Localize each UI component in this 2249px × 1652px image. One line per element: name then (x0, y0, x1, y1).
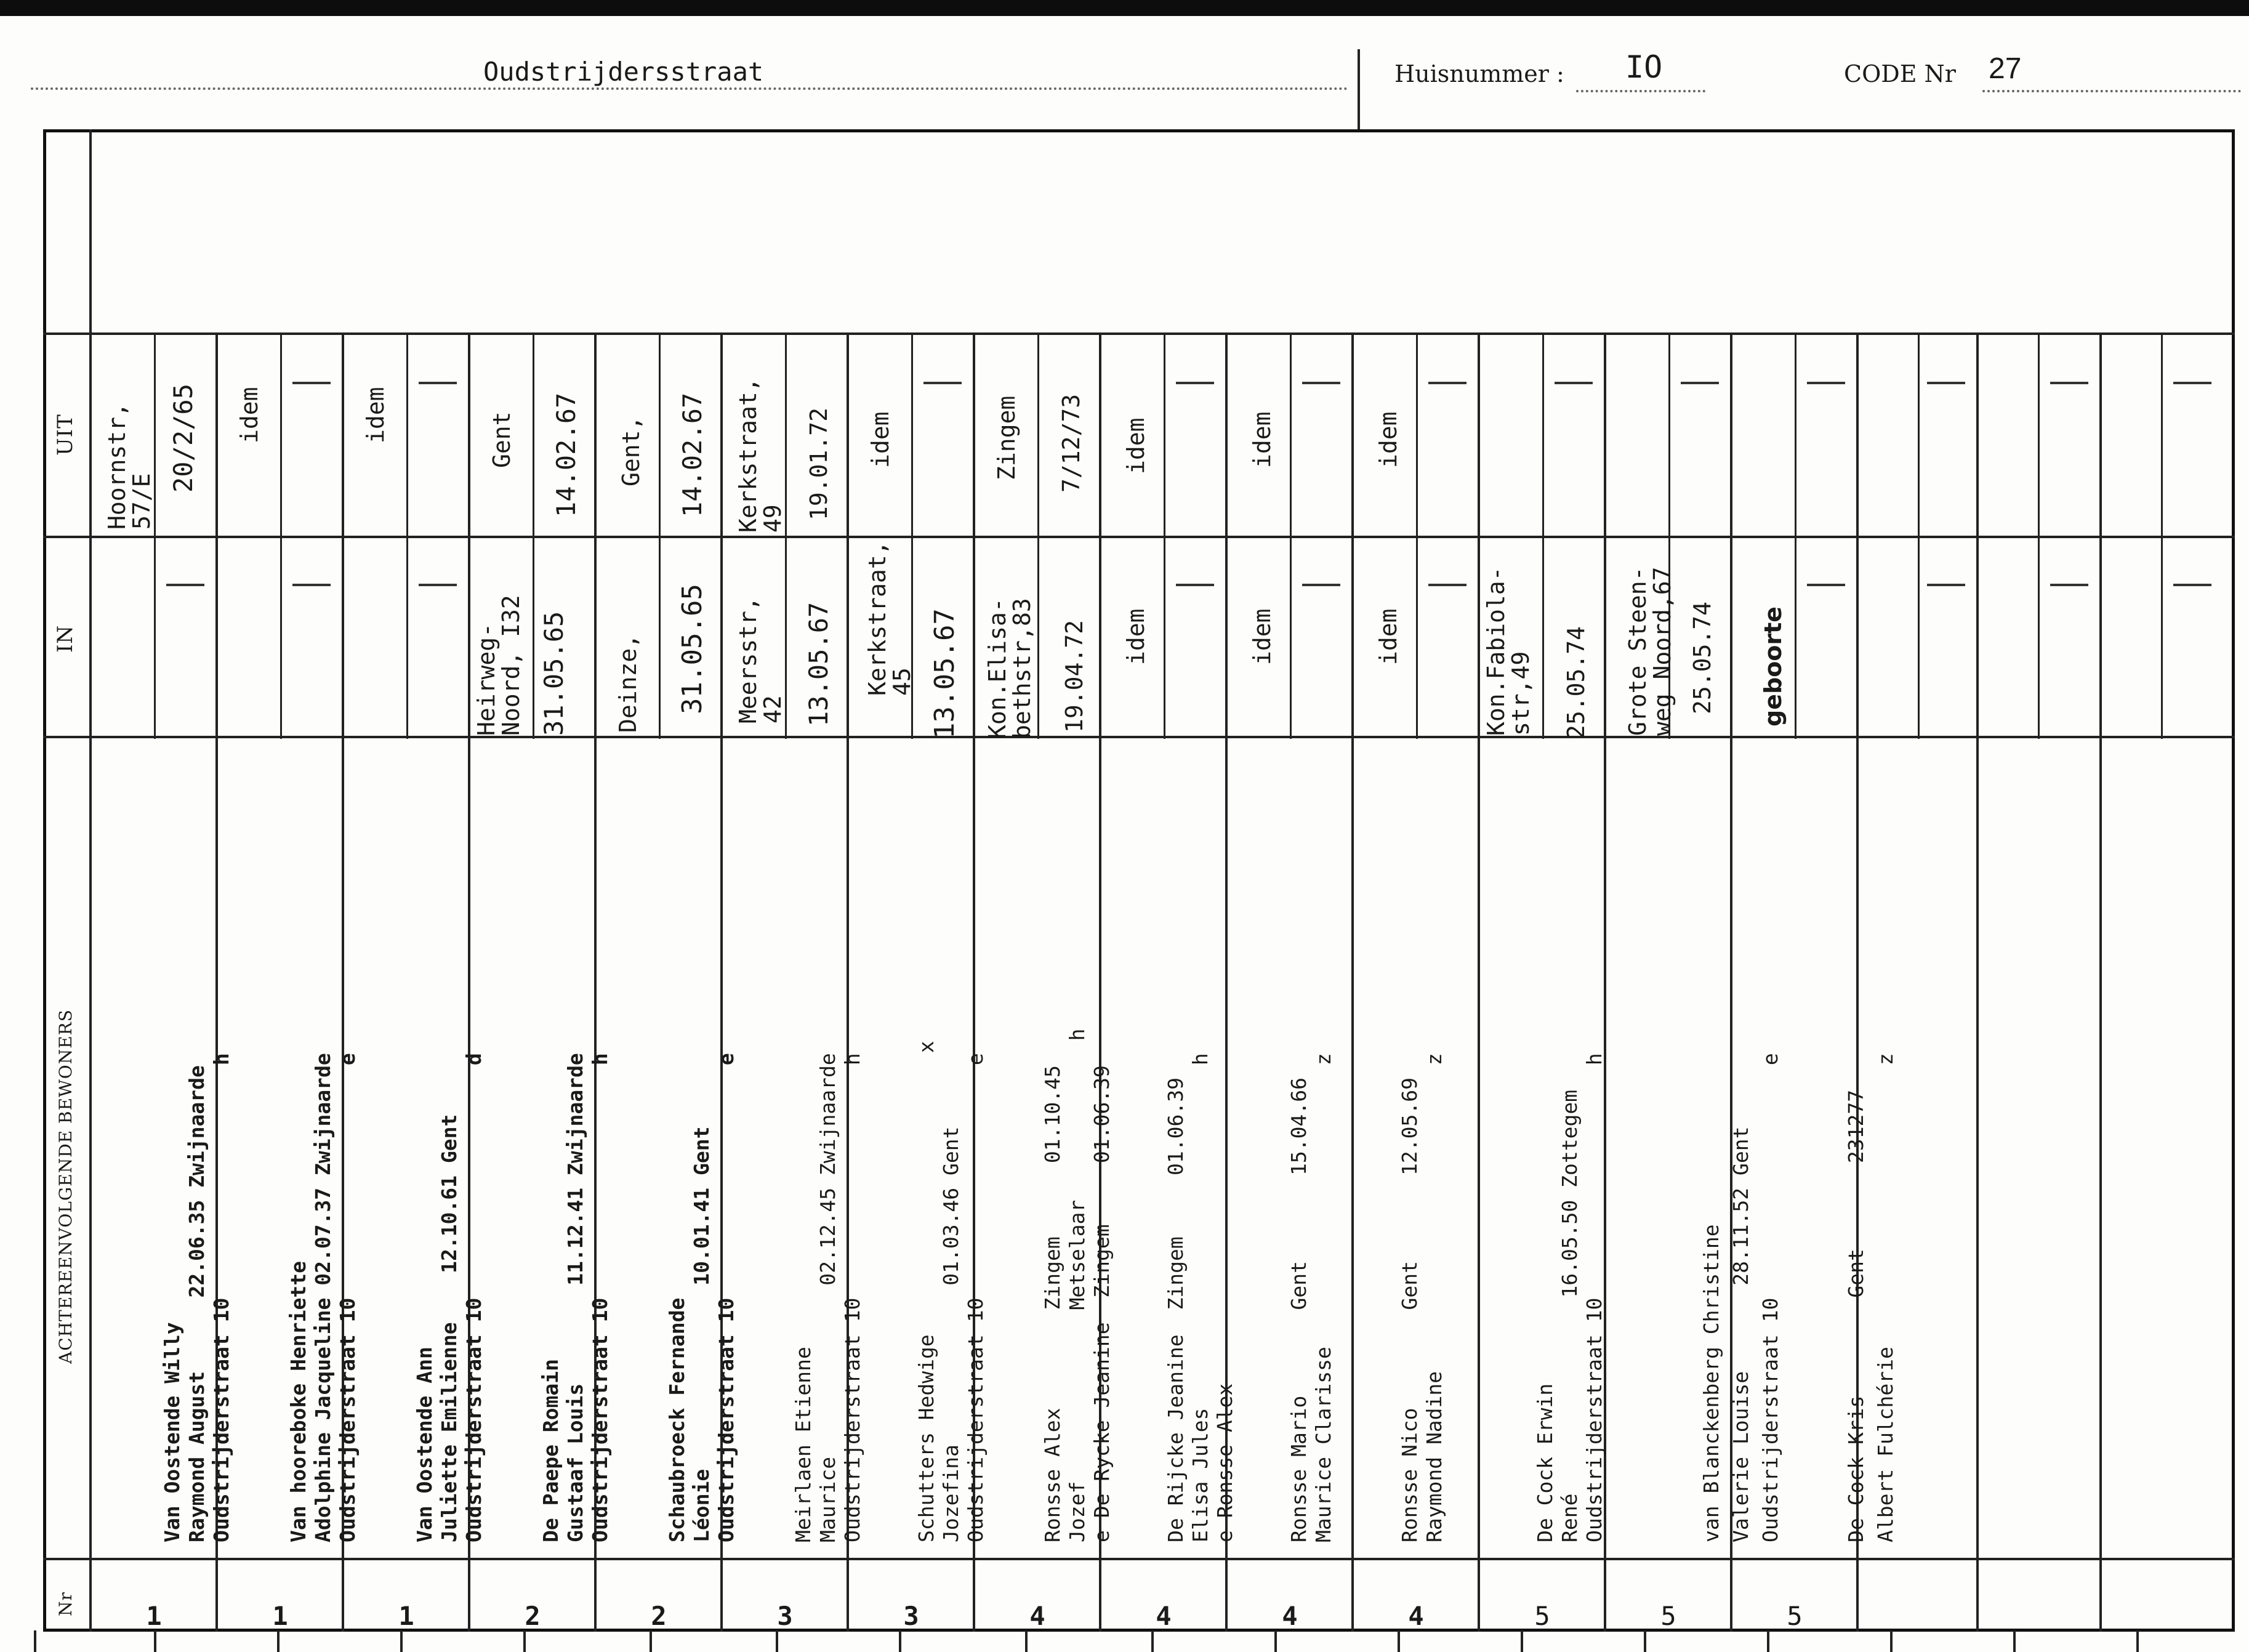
header-divider (1358, 49, 1360, 129)
row-number: 2 (525, 1601, 541, 1631)
resident-entry: De Cock Erwin René 16.05.50 Zottegem Oudstrijderstraat 10 h (1533, 1053, 1606, 1542)
in-place: Grote Steen- weg Noord,67 (1624, 566, 1676, 736)
uit-place: Gent (488, 411, 515, 468)
in-date: 31.05.65 (539, 611, 569, 736)
uit-place: Hoornstr, 57/E (103, 403, 155, 530)
row-number: 1 (398, 1601, 414, 1631)
code-number: 27 (1989, 52, 2022, 85)
in-date: 25.05.74 (1563, 626, 1590, 739)
in-place: Kerkstraat, 45 (864, 541, 915, 696)
uit-date: 7/12/73 (1058, 393, 1085, 493)
row-number: 5 (1787, 1601, 1803, 1631)
nr-row-divider (43, 1558, 2235, 1560)
uit-column-header: UIT (53, 414, 78, 456)
in-row-divider (43, 536, 2235, 538)
label-column-divider (89, 129, 92, 1632)
resident-entry: Van hooreboke Henriette Adolphine Jacqueline 02.07.37 Zwijnaarde Oudstrijderstraat 10 e (286, 1053, 360, 1542)
code-label: CODE Nr (1844, 60, 1956, 87)
top-edge (0, 0, 2249, 16)
house-number-label: Huisnummer : (1394, 60, 1564, 87)
uit-place: idem (1249, 411, 1276, 468)
resident-entry: De Rijcke Jeanine Zingem 01.06.39 Elisa Jules h e Ronsse Alex (1164, 1053, 1237, 1542)
row-number: 3 (903, 1601, 919, 1631)
in-place: idem (1375, 608, 1402, 665)
in-place: Deinze, (614, 634, 642, 733)
uit-place: idem (1122, 417, 1149, 474)
resident-entry: Ronsse Alex Zingem 01.10.45 Jozef Metselaar h e De Rycke Jeanine Zingem 01.06.39 (1040, 1028, 1114, 1542)
row-number: 5 (1660, 1601, 1676, 1631)
resident-entry: Van Oostende Willy Raymond August 22.06.35 Zwijnaarde Oudstrijderstraat 10 h (160, 1053, 233, 1542)
in-place: geboorte (1760, 606, 1787, 727)
in-date: 25.05.74 (1689, 601, 1716, 714)
street-dotline (31, 87, 1348, 90)
resident-entry: Ronsse Mario Gent 15.04.66 Maurice Clarisse z (1287, 1053, 1335, 1542)
nr-column-header: Nr (55, 1592, 76, 1616)
code-dotline (1982, 90, 2241, 92)
resident-entry: Meirlaen Etienne Maurice 02.12.45 Zwijnaarde Oudstrijderstraat 10 h (791, 1053, 864, 1542)
uit-row-divider (43, 332, 2235, 335)
residents-row-divider (43, 736, 2235, 738)
row-number: 4 (1282, 1601, 1298, 1631)
resident-entry: Schaubroeck Fernande Léonie 10.01.41 Gent Oudstrijderstraat 10 e (665, 1053, 738, 1542)
in-place: Kon.Fabiola- str,49 (1483, 566, 1534, 736)
row-number: 2 (651, 1601, 667, 1631)
row-number: 1 (272, 1601, 288, 1631)
in-date: 13.05.67 (803, 602, 834, 727)
in-date: 19.04.72 (1061, 619, 1088, 733)
street-name: Oudstrijdersstraat (483, 57, 764, 87)
uit-place: Gent, (618, 416, 645, 486)
uit-place: idem (236, 387, 263, 443)
uit-place: Kerkstraat, 49 (734, 377, 786, 533)
resident-entry: De Cock Kris Gent 231277 Albert Fulchérie z (1844, 1053, 1897, 1542)
resident-entry: Ronsse Nico Gent 12.05.69 Raymond Nadine z (1398, 1053, 1446, 1542)
in-date: 13.05.67 (929, 608, 960, 739)
in-place: Kon.Elisa- bethstr,83 (984, 598, 1036, 739)
uit-place: idem (362, 387, 389, 443)
uit-date: 19.01.72 (805, 407, 832, 520)
in-place: idem (1122, 608, 1149, 665)
resident-entry: van Blanckenberg Christine Valerie Louise 28.11.52 Gent Oudstrijderstraat 10 e (1699, 1053, 1782, 1542)
row-number: 5 (1534, 1601, 1550, 1631)
uit-date: 20/2/65 (168, 383, 198, 493)
residents-column-header: ACHTEREENVOLGENDE BEWONERS (55, 1009, 76, 1364)
row-number: 4 (1408, 1601, 1424, 1631)
in-date: 31.05.65 (677, 584, 708, 714)
house-dotline (1576, 90, 1705, 92)
in-column-header: IN (53, 624, 78, 653)
in-place: Heirweg- Noord, I32 (473, 595, 525, 736)
row-number: 3 (777, 1601, 793, 1631)
uit-place: idem (867, 411, 894, 468)
row-number: 4 (1029, 1601, 1045, 1631)
resident-entry: Van Oostende Ann Juliette Emilienne 12.10.61 Gent Oudstrijderstraat 10 d (412, 1053, 486, 1542)
resident-entry: Schutters Hedwige x Jozefina 01.03.46 Gent Oudstrijderstraat 10 e (914, 1041, 988, 1542)
uit-date: 14.02.67 (551, 392, 581, 517)
in-place: Meersstr, 42 (734, 597, 786, 723)
uit-place: idem (1375, 411, 1402, 468)
row-number: 4 (1156, 1601, 1172, 1631)
in-place: idem (1249, 608, 1276, 665)
resident-entry: De Paepe Romain Gustaaf Louis 11.12.41 Zwijnaarde Oudstrijderstraat 10 h (539, 1053, 612, 1542)
uit-date: 14.02.67 (677, 392, 707, 517)
uit-place: Zingem (993, 395, 1020, 480)
row-number: 1 (146, 1601, 162, 1631)
house-number: IO (1625, 49, 1663, 85)
